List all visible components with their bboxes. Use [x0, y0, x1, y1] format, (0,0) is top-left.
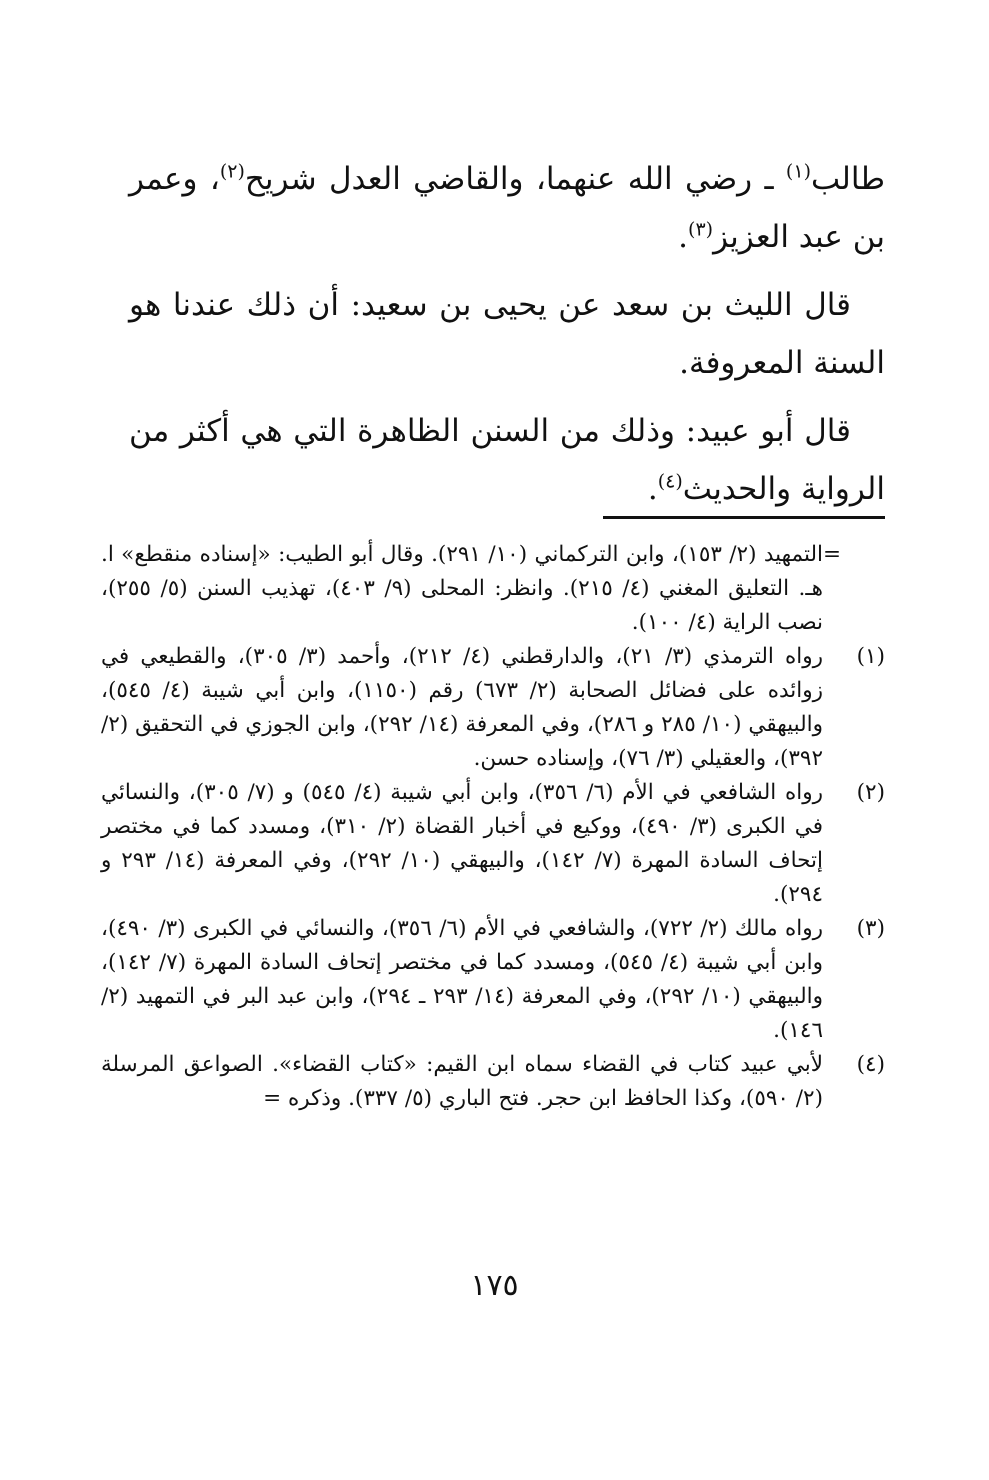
footnote-text: رواه الترمذي (٣/ ٢١)، والدارقطني (٤/ ٢١٢)، وأحمد (٣/ ٣٠٥)، والقطيعي في زوائده على فضائل الصحابة (٢/ ٦٧٣) رقم (١١٥٠)، وابن أبي شيبة (٤/ ٥٤٥)، والبيهقي (١٠/ ٢٨٥ و ٢٨٦)، وفي المعرفة (١٤/ ٢٩٢)، وابن الجوزي في التحقيق (٢/ ٣٩٢)، والعقيلي (٣/ ٧٦)، وإسناده حسن.: [101, 644, 824, 771]
footnote-number[interactable]: (١): [856, 644, 885, 669]
paragraph-3: [129, 402, 885, 518]
continuation-text: التمهيد (٢/ ١٥٣)، وابن التركماني (١٠/ ٢٩١). وقال أبو الطيب: «إسناده منقطع» ا. هـ. التعليق المغني (٤/ ٢١٥). وانظر: المحلى (٩/ ٤٠٣)، تهذيب السنن (٥/ ٢٥٥)، نصب الراية (٤/ ١٠٠).: [101, 542, 824, 635]
page-number: ١٧٥: [470, 1268, 519, 1303]
paragraph-1-text-c: ، وعمر بن عبد العزيز: [129, 161, 885, 255]
footnote-continuation: [101, 538, 885, 640]
paragraph-2: قال الليث بن سعد عن يحيى بن سعيد: أن ذلك عندنا هو السنة المعروفة.: [129, 287, 885, 381]
footnote-ref-1[interactable]: (١): [785, 160, 811, 183]
footnote-text: لأبي عبيد كتاب في القضاء سماه ابن القيم: «كتاب القضاء». الصواعق المرسلة (٢/ ٥٩٠)، وكذا الحافظ ابن حجر. فتح الباري (٥/ ٣٣٧). وذكره =: [101, 1052, 823, 1111]
footnote-number[interactable]: (٤): [856, 1052, 885, 1077]
footnote-separator: [603, 516, 885, 519]
footnote-number[interactable]: (٢): [856, 780, 885, 805]
footnote-text: رواه مالك (٢/ ٧٢٢)، والشافعي في الأم (٦/ ٣٥٦)، والنسائي في الكبرى (٣/ ٤٩٠)، وابن أبي شيبة (٤/ ٥٤٥)، ومسدد كما في مختصر إتحاف السادة المهرة (٧/ ١٤٢)، والبيهقي (١٠/ ٢٩٢)، وفي المعرفة (١٤/ ٢٩٣ ـ ٢٩٤)، وابن عبد البر في التمهيد (٢/ ١٤٦).: [101, 916, 824, 1043]
paragraph-3-text-a: قال أبو عبيد: وذلك من السنن الظاهرة التي هي أكثر من الرواية والحديث: [129, 413, 885, 507]
footnote-4: [101, 1048, 885, 1116]
main-text: [129, 150, 885, 528]
paragraph-1-text-a: طالب: [810, 161, 885, 197]
continuation-marker: =: [823, 542, 842, 567]
footnote-text: رواه الشافعي في الأم (٦/ ٣٥٦)، وابن أبي شيبة (٤/ ٥٤٥) و (٧/ ٣٠٥)، والنسائي في الكبرى (٣/ ٤٩٠)، ووكيع في أخبار القضاة (٢/ ٣١٠)، ومسدد كما في مختصر إتحاف السادة المهرة (٧/ ١٤٢)، والبيهقي (١٠/ ٢٩٢)، وفي المعرفة (١٤/ ٢٩٣ و ٢٩٤).: [101, 780, 824, 907]
footnote-ref-4[interactable]: (٤): [657, 470, 683, 493]
paragraph-1-text-b: ـ رضي الله عنهما، والقاضي العدل شريح: [244, 161, 786, 197]
footnote-3: [101, 912, 885, 1048]
footnote-ref-2[interactable]: (٢): [219, 160, 245, 183]
footnote-2: [101, 776, 885, 912]
paragraph-1-text-d: .: [678, 219, 689, 255]
footnote-ref-3[interactable]: (٣): [688, 218, 714, 241]
paragraph-1: [129, 150, 885, 266]
footnote-1: [101, 640, 885, 776]
paragraph-3-text-b: .: [647, 471, 658, 507]
footnotes: [101, 538, 885, 1116]
footnote-number[interactable]: (٣): [856, 916, 885, 941]
